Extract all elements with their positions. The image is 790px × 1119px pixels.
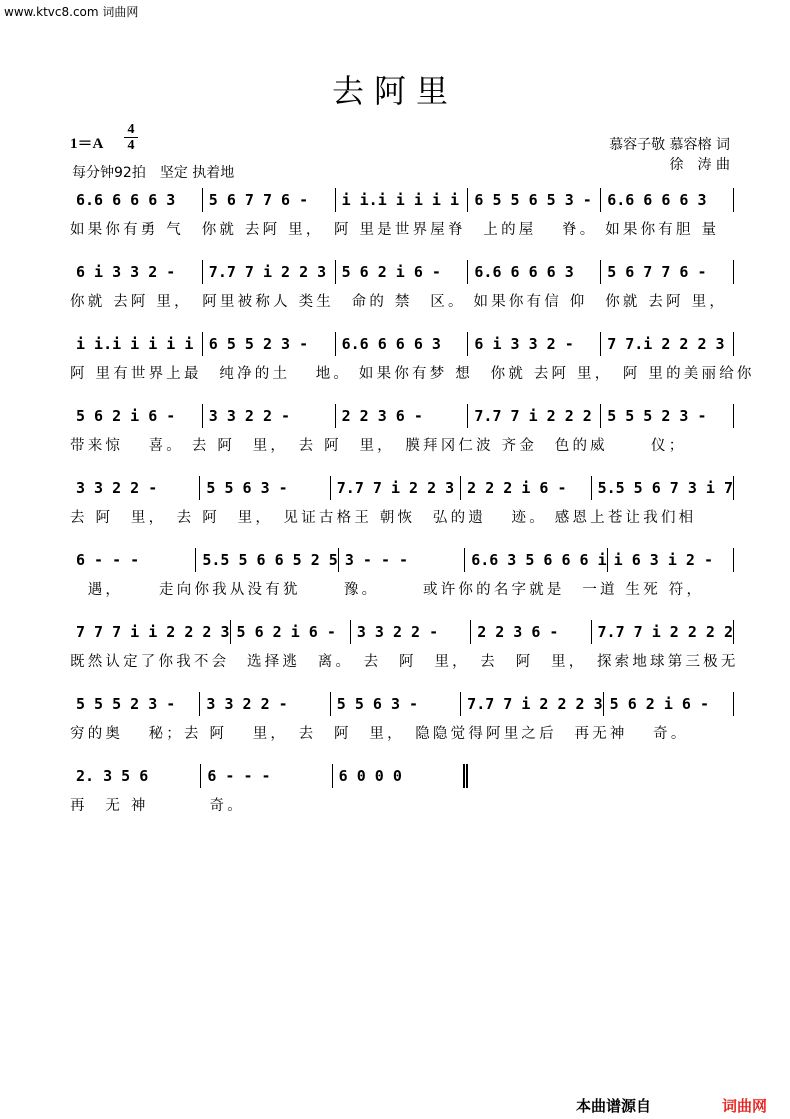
barline [733, 620, 734, 644]
measure: 2 2 3 6 - [341, 407, 423, 425]
notes-row [70, 762, 470, 790]
notes-row [70, 402, 734, 430]
measure: 6 0 0 0 [338, 767, 402, 785]
measure: 7.7 7 i 2 2 2 [474, 407, 592, 425]
measure: 7 7.i 2 2 2 3 [607, 335, 725, 353]
measure: 6 i 3 3 2 - [474, 335, 574, 353]
measure: 6 5 5 6 5 3 - [474, 191, 592, 209]
measure: 7 7 7 i i 2 2 2 3 [76, 623, 230, 641]
measure: 7.7 7 i 2 2 2 2 [597, 623, 733, 641]
barline [733, 260, 734, 284]
score-system [70, 258, 734, 318]
measure: 3 3 2 2 - [206, 695, 288, 713]
measure: 7.7 7 i 2 2 3 [336, 479, 455, 497]
measure: i i.i i i i i [341, 191, 459, 209]
lyrics-row: 如果你有勇 气 你就 去阿 里， 阿 里是世界屋脊 上的屋 脊。 如果你有胆 量 [70, 222, 720, 238]
score-system [70, 618, 739, 678]
time-signature [124, 122, 138, 153]
lyrics-row: 遇， 走向你我从没有犹 豫。 或许你的名字就是 一道 生死 符， [70, 582, 705, 598]
measure: 5 6 2 i 6 - [76, 407, 176, 425]
notes-row [70, 546, 734, 574]
lyrics-row: 再 无 神 奇。 [70, 798, 245, 814]
measure: 6 - - - [76, 551, 140, 569]
composer-credit: 徐 涛 曲 [669, 157, 730, 173]
lyrics-row: 穷的奥 秘；去 阿 里， 去 阿 里， 隐隐觉得阿里之后 再无神 奇。 [70, 726, 689, 742]
measure: 3 3 2 2 - [356, 623, 439, 641]
barline [733, 404, 734, 428]
lyrics-row: 既然认定了你我不会 选择逃 离。 去 阿 里， 去 阿 里， 探索地球第三极无 [70, 654, 739, 670]
measure: 7.7 7 i 2 2 2 3 [467, 695, 603, 713]
score-system [70, 330, 755, 390]
notes-row [70, 330, 734, 358]
lyrics-row: 你就 去阿 里， 阿里被称人 类生 命的 禁 区。 如果你有信 仰 你就 去阿 里， [70, 294, 728, 310]
measure: 5 6 2 i 6 - [341, 263, 441, 281]
measure: 3 - - - [344, 551, 409, 569]
barline [733, 692, 734, 716]
tempo-marking: 每分钟92拍 坚定 执着地 [72, 165, 235, 181]
measure: 7.7 7 i 2 2 3 [208, 263, 327, 281]
measure: 5 6 2 i 6 - [236, 623, 336, 641]
notes-row [70, 258, 734, 286]
measure: 5 6 7 7 6 - [607, 263, 707, 281]
meter-bottom: 4 [124, 137, 138, 153]
lyrics-row: 带来惊 喜。 去 阿 里， 去 阿 里， 膜拜冈仁波 齐金 色的威 仪； [70, 438, 687, 454]
measure: 5 6 2 i 6 - [609, 695, 709, 713]
measure: 6 i 3 3 2 - [76, 263, 176, 281]
measure: 5.5 5 6 6 5 2 5 [202, 551, 338, 569]
score-system [70, 690, 734, 750]
footer-logo: 词曲网 [722, 1097, 768, 1115]
measure: 6 - - - [207, 767, 271, 785]
barline [733, 188, 734, 212]
notes-row [70, 618, 734, 646]
measure: 6.6 6 6 6 3 [76, 191, 176, 209]
measure: 6.6 6 6 6 3 [607, 191, 707, 209]
site-header: www.ktvc8.com 词曲网 [4, 5, 139, 19]
measure: 5 5 6 3 - [206, 479, 288, 497]
barline [733, 332, 734, 356]
song-title: 去阿里 [331, 72, 458, 110]
notes-row [70, 690, 734, 718]
measure: i i.i i i i i [76, 335, 194, 353]
notes-row [70, 186, 734, 214]
score-system [70, 402, 734, 462]
barline [733, 548, 734, 572]
measure: 6.6 6 6 6 3 [341, 335, 441, 353]
barline [733, 476, 734, 500]
measure: 3 3 2 2 - [208, 407, 291, 425]
score-system [70, 546, 734, 606]
measure: 5 5 5 2 3 - [607, 407, 707, 425]
lyricist-credit: 慕容子敬 慕容榕 词 [609, 137, 730, 153]
measure: 5.5 5 6 7 3 i 7 [597, 479, 734, 497]
key-signature: 1＝A [70, 136, 104, 152]
lyrics-row: 去 阿 里， 去 阿 里， 见证古格王 朝恢 弘的遗 迹。 感恩上苍让我们相 [70, 510, 697, 526]
measure: i 6 3 i 2 - [613, 551, 713, 569]
measure: 5 5 6 3 - [336, 695, 419, 713]
measure: 3 3 2 2 - [76, 479, 158, 497]
score-system [70, 474, 734, 534]
measure: 2 2 3 6 - [477, 623, 559, 641]
score-system [70, 186, 734, 246]
score-system [70, 762, 470, 822]
measure: 6 5 5 2 3 - [208, 335, 309, 353]
footer-source: 本曲谱源自 [576, 1097, 652, 1115]
measure: 6.6 6 6 6 3 [474, 263, 574, 281]
measure: 2. 3 5 6 [76, 767, 149, 785]
meter-top: 4 [127, 122, 135, 137]
final-barline [463, 764, 470, 788]
measure: 6.6 3 5 6 6 6 i [471, 551, 607, 569]
measure: 2 2 2 i 6 - [467, 479, 567, 497]
lyrics-row: 阿 里有世界上最 纯净的土 地。 如果你有梦 想 你就 去阿 里， 阿 里的美丽给你 [70, 366, 755, 382]
notes-row [70, 474, 734, 502]
measure: 5 5 5 2 3 - [76, 695, 176, 713]
measure: 5 6 7 7 6 - [208, 191, 309, 209]
